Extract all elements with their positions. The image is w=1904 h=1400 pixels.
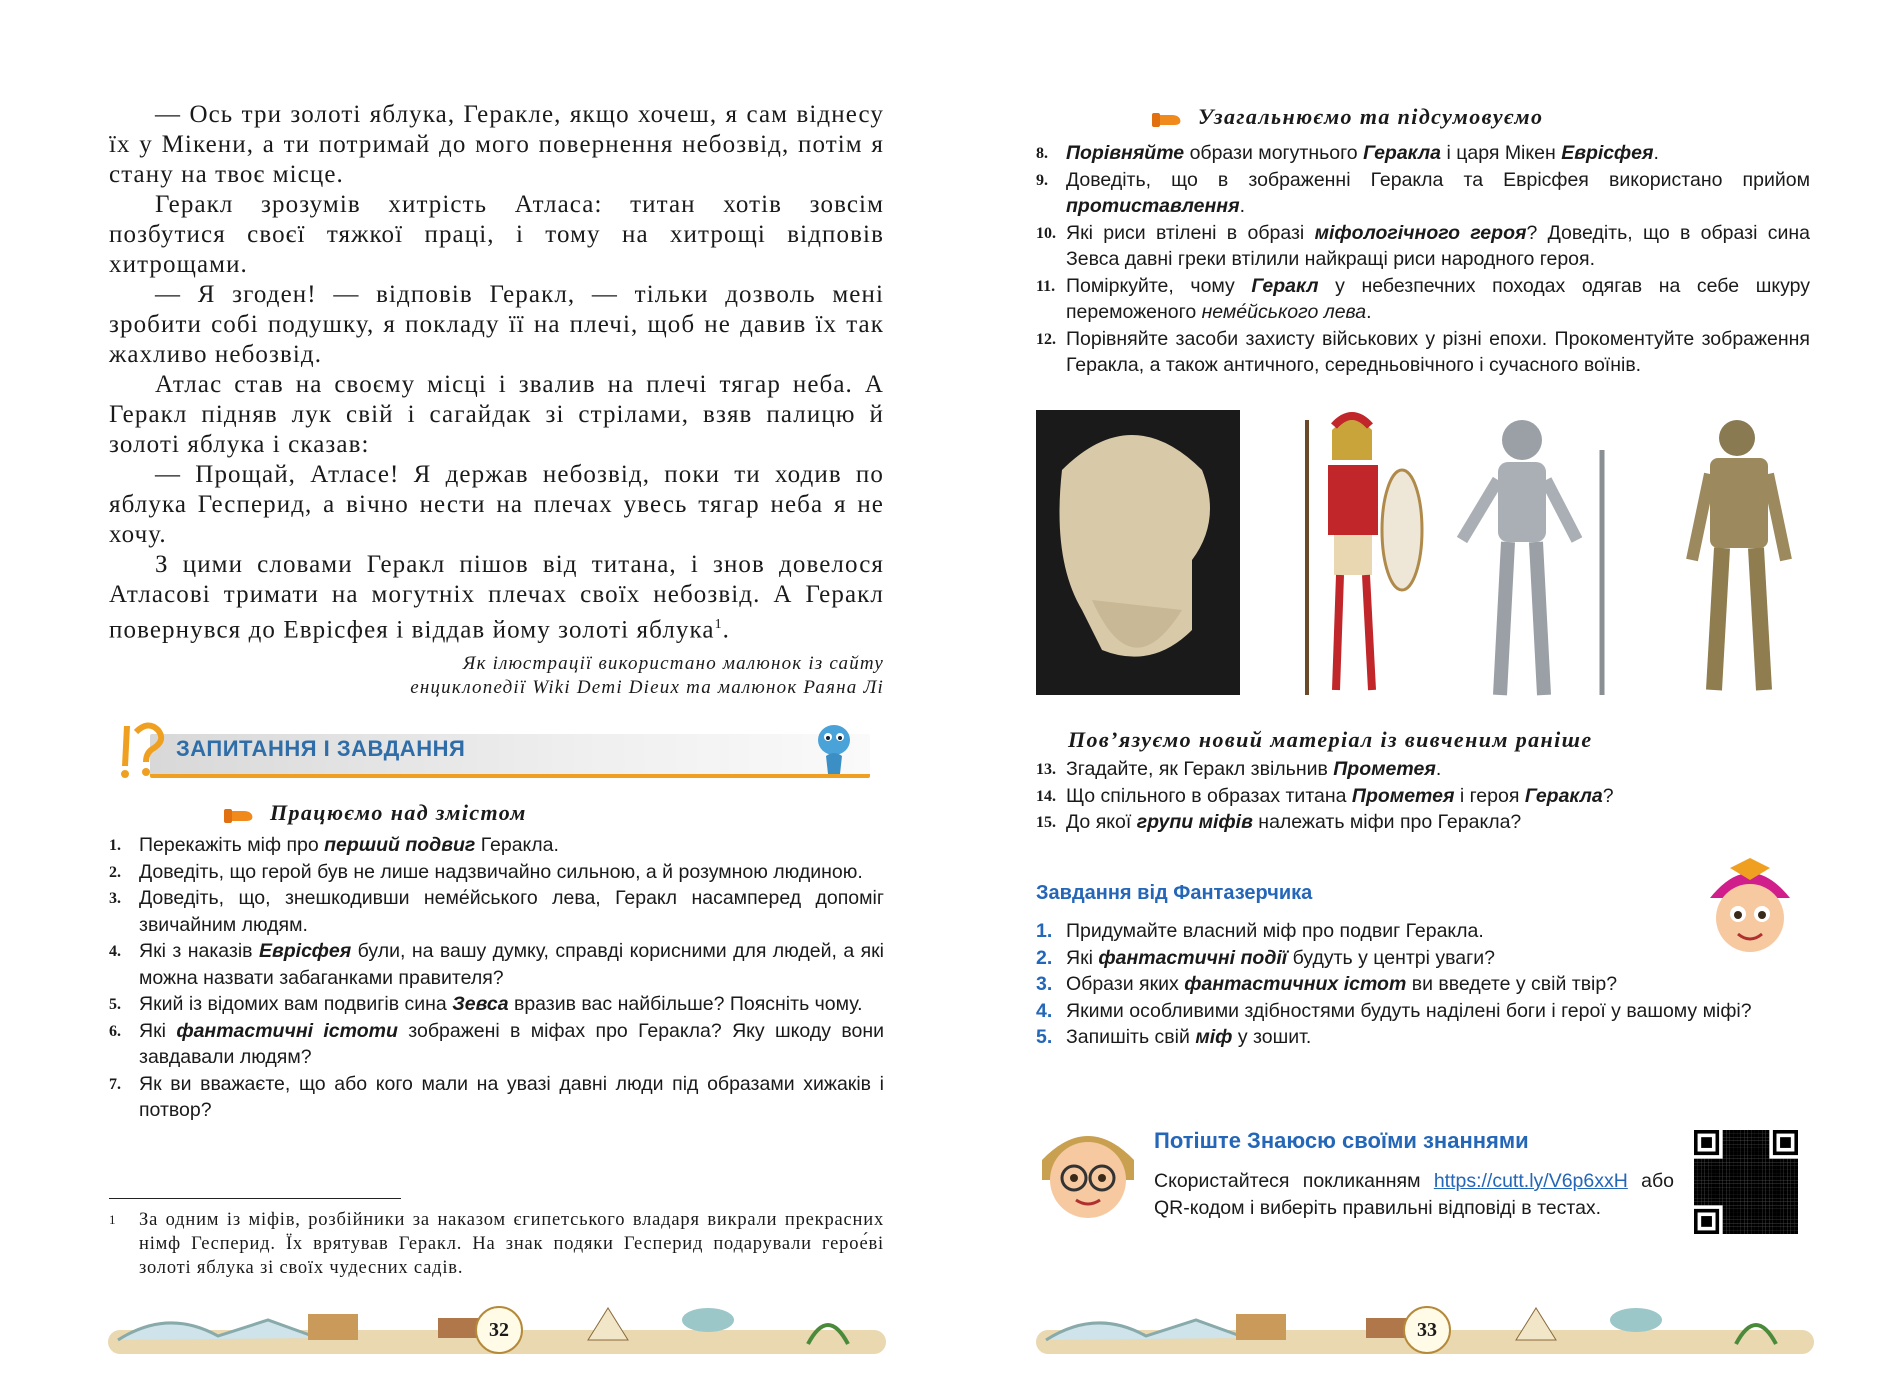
item-number: 1.	[109, 837, 121, 854]
item-text: у небезпечних походах одягав на себе шкуру переможеного	[1066, 274, 1811, 323]
item-text: Який із відомих вам подвигів сина	[139, 993, 453, 1015]
item-text: образи могутнього	[1184, 142, 1364, 164]
fantasy-tasks-list	[1036, 918, 1756, 1051]
item-number: 9.	[1036, 171, 1048, 189]
item-text: Запишіть свій	[1066, 1026, 1196, 1048]
item-text: Що спільного в образах титана	[1066, 784, 1352, 807]
qr-text-after: або QR-кодом і виберіть правильні відповіді в тестах.	[1154, 1170, 1674, 1219]
story-paragraph: Атлас став на своєму місці і звалив на плечі тягар неба. А Геракл підняв лук свій і сагайдак зі стрілами, взяв палицю й золоті яблука і сказав:	[109, 371, 884, 458]
list-item	[109, 859, 884, 886]
list-item	[109, 1071, 884, 1124]
item-emphasis: групи міфів	[1136, 811, 1253, 833]
summary-questions-list	[1036, 140, 1810, 379]
item-text: Порівняйте засоби захисту військових у різні епохи. Прокоментуйте зображення Геракла, а також античного, середньовічного і сучасного воїнів.	[1066, 327, 1810, 376]
item-number: 4.	[1036, 999, 1053, 1022]
qr-code[interactable]	[1694, 1130, 1798, 1234]
item-text: і героя	[1454, 784, 1525, 807]
list-item	[1036, 326, 1810, 379]
footnote	[109, 1208, 884, 1280]
list-item	[1036, 945, 1756, 972]
item-text: Придумайте власний міф про подвиг Геракла.	[1066, 920, 1484, 942]
item-text: Якими особливими здібностями будуть наділені боги і герої у вашому міфі?	[1066, 999, 1752, 1022]
item-text: .	[1435, 758, 1442, 780]
list-item	[1036, 783, 1810, 810]
item-text: ? Доведіть, що в образі сина Зевса давні греки втілили найкращі риси народного героя.	[1066, 221, 1810, 270]
item-text: Які з наказів	[139, 940, 259, 962]
questions-banner	[110, 718, 886, 782]
item-number: 13.	[1036, 761, 1056, 778]
list-item	[109, 885, 884, 938]
item-text: Які	[139, 1019, 177, 1042]
story-paragraph: — Я згоден! — відповів Геракл, — тільки дозволь мені зробити собі подушку, я покладу її на плечі, щоб не давив їх так жахливо небозвід.	[109, 281, 884, 368]
list-item	[1036, 918, 1756, 945]
item-text: .	[1653, 142, 1659, 164]
list-item	[1036, 140, 1810, 167]
item-emphasis: Зевса	[452, 993, 509, 1015]
item-number: 4.	[109, 943, 121, 960]
item-number: 10.	[1036, 224, 1056, 242]
item-emphasis: міфологічного героя	[1314, 221, 1527, 244]
item-number: 5.	[109, 996, 121, 1013]
subhead-work-on-content	[222, 800, 527, 826]
item-text: До якої	[1066, 811, 1137, 833]
subhead-summarize	[1150, 104, 1543, 130]
item-number: 7.	[109, 1075, 121, 1093]
item-text: ?	[1602, 784, 1614, 807]
item-number: 14.	[1036, 787, 1056, 805]
modern-soldier-image	[1692, 420, 1786, 690]
illustration-credit	[300, 652, 884, 700]
story-paragraph: З цими словами Геракл пішов від титана, і знов довелося Атласові тримати на могутніх плечах своїх небозвід. А Геракл повернувся до Еврісфея і віддав йому золоті яблука$^1$.	[109, 551, 884, 644]
qr-text-before: Скористайтеся покликанням	[1154, 1170, 1434, 1192]
page-number: 32	[475, 1306, 523, 1354]
item-text: Які	[1066, 946, 1099, 969]
item-number: 1.	[1036, 920, 1053, 942]
list-item	[1036, 1024, 1756, 1051]
list-item	[109, 938, 884, 991]
test-link[interactable]: https://cutt.ly/V6p6xxH	[1433, 1170, 1628, 1192]
qr-section-title: Потіште Знаюсю своїми знаннями	[1154, 1128, 1529, 1153]
questions-list	[109, 832, 884, 1124]
qr-section-text	[1154, 1168, 1674, 1222]
footnote-number: 1	[109, 1212, 117, 1227]
item-text: і царя Мікен	[1441, 142, 1562, 164]
list-item	[1036, 998, 1756, 1025]
item-emphasis: перший подвиг	[324, 834, 476, 856]
item-text: Згадайте, як Геракл звільнив	[1066, 758, 1334, 780]
item-emphasis: Еврісфея	[258, 940, 352, 962]
item-text: .	[1239, 195, 1245, 217]
item-number: 12.	[1036, 330, 1056, 348]
item-emphasis: неме́йського лева	[1201, 301, 1367, 323]
list-item	[1036, 273, 1810, 326]
question-exclamation-icon	[110, 718, 170, 782]
item-text: будуть у центрі уваги?	[1287, 946, 1495, 969]
mascot-icon	[808, 722, 860, 778]
credit-line-1: Як ілюстрації використано малюнок із сайту	[462, 653, 884, 674]
list-item	[1036, 167, 1810, 220]
item-number: 2.	[1036, 946, 1053, 969]
item-emphasis: протиставлення	[1066, 195, 1240, 217]
list-item	[1036, 756, 1810, 783]
item-emphasis: Прометея	[1333, 758, 1436, 780]
item-text: належать міфи про Геракла?	[1252, 811, 1522, 833]
page-number: 33	[1403, 1306, 1451, 1354]
fantasy-tasks-title: Завдання від Фантазерчика	[1036, 882, 1313, 904]
credit-line-2: енциклопедії Wiki Demi Dieux та малюнок Раяна Лі	[410, 677, 884, 698]
pointing-hand-icon	[222, 805, 256, 825]
item-text: у зошит.	[1232, 1026, 1312, 1048]
subhead-text: Працюємо над змістом	[270, 800, 527, 825]
item-text: Геракла.	[475, 834, 559, 856]
item-text: зображені в міфах про Геракла? Яку шкоду вони завдавали людям?	[139, 1019, 884, 1068]
item-text: Поміркуйте, чому	[1066, 274, 1252, 297]
item-text: Образи яких	[1066, 973, 1185, 995]
list-item	[109, 832, 884, 859]
item-text: .	[1366, 301, 1372, 323]
item-number: 15.	[1036, 814, 1056, 831]
armor-comparison-illustrations	[952, 410, 1904, 710]
item-number: 5.	[1036, 1026, 1053, 1048]
item-emphasis: Прометея	[1351, 784, 1455, 807]
item-text: були, на вашу думку, справді корисними для людей, а які можна назвати забаганками правителя?	[139, 940, 884, 989]
medieval-knight-image	[1462, 420, 1602, 695]
story-paragraph: Геракл зрозумів хитрість Атласа: титан хотів зовсім позбутися своєї тяжкої праці, і тому на хитрощі відповів хитрощами.	[109, 191, 884, 278]
story-paragraph: — Ось три золоті яблука, Геракле, якщо хочеш, я сам віднесу їх у Мікени, а ти потримай до мого повернення небозвід, потім я стану на твоє місце.	[109, 101, 884, 188]
list-item	[1036, 220, 1810, 273]
footnote-rule	[109, 1198, 401, 1199]
footnote-reference: 1	[714, 617, 723, 632]
item-emphasis: міф	[1195, 1026, 1233, 1048]
list-item	[1036, 809, 1810, 836]
footnote-text: За одним із міфів, розбійники за наказом єгипетського владаря викрали прекрасних німф Гесперид. Їх врятував Геракл. На знак подяки Гесперид подарували герое́ві золоті яблука зі своїх чудесних садів.	[139, 1210, 884, 1278]
list-item	[1036, 971, 1756, 998]
item-number: 3.	[1036, 973, 1053, 995]
story-paragraph: — Прощай, Атласе! Я держав небозвід, поки ти ходив по яблука Гесперид, а вічно нести на плечах увесь тягар неба я не хочу.	[109, 461, 884, 548]
item-emphasis: фантастичні події	[1098, 946, 1288, 969]
item-text: Як ви вважаєте, що або кого мали на увазі давні люди під образами хижаків і потвор?	[139, 1072, 884, 1121]
item-text: ви введете у свій твір?	[1406, 973, 1618, 995]
item-number: 2.	[109, 863, 121, 881]
item-text: вразив вас найбільше? Поясніть чому.	[508, 993, 863, 1015]
znayusya-mascot-icon	[1036, 1120, 1140, 1224]
subhead-text: Узагальнюємо та підсумовуємо	[1198, 104, 1544, 129]
item-emphasis: Еврісфея	[1561, 142, 1654, 164]
list-item	[109, 1018, 884, 1071]
ancient-warrior-image	[1307, 416, 1422, 695]
item-number: 3.	[109, 890, 121, 907]
item-emphasis: Порівняйте	[1066, 142, 1185, 164]
subhead-connect-material	[1068, 727, 1593, 753]
item-emphasis: Геракла	[1363, 142, 1442, 164]
story-text	[109, 100, 884, 645]
banner-title: ЗАПИТАННЯ І ЗАВДАННЯ	[176, 736, 466, 761]
item-emphasis: фантастичні істоти	[176, 1019, 398, 1042]
subhead-text: Пов’язуємо новий матеріал із вивченим раніше	[1068, 727, 1593, 752]
right-page	[952, 0, 1904, 1400]
item-text: Перекажіть міф про	[139, 834, 325, 856]
item-number: 11.	[1036, 277, 1056, 295]
item-text: Які риси втілені в образі	[1066, 221, 1315, 244]
item-emphasis: Геракла	[1524, 784, 1603, 807]
item-number: 8.	[1036, 145, 1048, 162]
item-text: Доведіть, що, знешкодивши неме́йського лева, Геракл насамперед допоміг звичайним людям.	[139, 887, 884, 936]
pointing-hand-icon	[1150, 109, 1184, 129]
connection-questions-list	[1036, 756, 1810, 836]
item-number: 6.	[109, 1022, 121, 1040]
heracles-bust-image	[1036, 410, 1240, 695]
item-text: Доведіть, що в зображенні Геракла та Еврісфея використано прийом	[1066, 168, 1810, 191]
list-item	[109, 991, 884, 1018]
item-emphasis: Геракл	[1251, 274, 1319, 297]
item-text: Доведіть, що герой був не лише надзвичайно сильною, а й розумною людиною.	[139, 860, 863, 883]
item-emphasis: фантастичних істот	[1184, 973, 1407, 995]
